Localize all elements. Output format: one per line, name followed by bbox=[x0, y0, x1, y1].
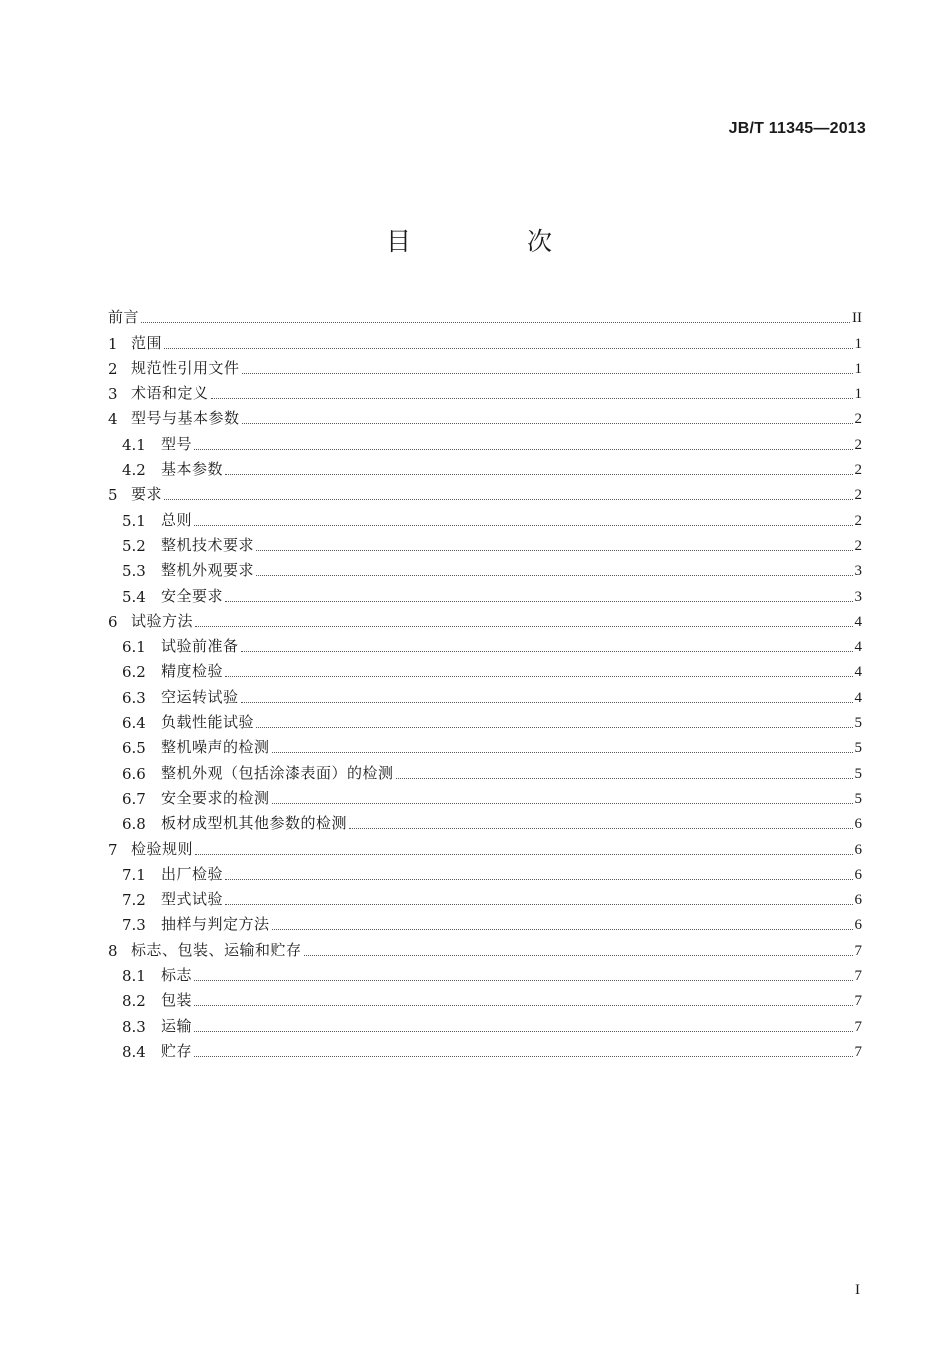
toc-entry-number: 7 bbox=[108, 840, 118, 859]
toc-entry[interactable] bbox=[108, 327, 862, 352]
toc-entry-page: 4 bbox=[854, 689, 862, 706]
toc-entry-page: 1 bbox=[854, 335, 862, 352]
page-number: I bbox=[855, 1282, 860, 1298]
dot-leader bbox=[194, 1031, 852, 1032]
toc-entry-title: 检验规则 bbox=[131, 839, 194, 858]
dot-leader bbox=[272, 752, 853, 753]
toc-entry-number: 8 bbox=[108, 941, 118, 960]
toc-entry-title: 术语和定义 bbox=[131, 384, 209, 403]
toc-entry-title: 整机外观要求 bbox=[161, 561, 255, 580]
toc-entry-page: 6 bbox=[854, 892, 862, 909]
toc-entry-number: 2 bbox=[108, 359, 118, 378]
toc-entry-page: 3 bbox=[854, 563, 862, 580]
dot-leader bbox=[194, 1005, 852, 1006]
toc-entry-number: 5.4 bbox=[122, 587, 146, 606]
toc-entry-number: 8.3 bbox=[122, 1017, 146, 1036]
toc-entry-title: 整机外观（包括涂漆表面）的检测 bbox=[161, 763, 394, 782]
toc-entry-number: 6.7 bbox=[122, 789, 146, 808]
toc-entry[interactable] bbox=[108, 606, 862, 631]
toc-entry[interactable] bbox=[108, 783, 862, 808]
toc-entry-number: 5 bbox=[108, 486, 118, 505]
toc-entry-page: 4 bbox=[854, 664, 862, 681]
toc-entry-page: 2 bbox=[854, 487, 862, 504]
toc-entry[interactable] bbox=[108, 960, 862, 985]
toc-entry-title: 标志 bbox=[161, 966, 193, 985]
toc-entry[interactable] bbox=[108, 757, 862, 782]
dot-leader bbox=[195, 854, 852, 855]
dot-leader bbox=[225, 601, 852, 602]
toc-entry-title: 总则 bbox=[161, 510, 193, 529]
toc-entry-number: 8.4 bbox=[122, 1042, 146, 1061]
dot-leader bbox=[256, 550, 852, 551]
toc-entry[interactable] bbox=[108, 1036, 862, 1061]
dot-leader bbox=[164, 348, 852, 349]
dot-leader bbox=[225, 676, 852, 677]
toc-entry-number: 6.6 bbox=[122, 764, 146, 783]
toc-entry[interactable] bbox=[108, 859, 862, 884]
toc-entry[interactable] bbox=[108, 479, 862, 504]
toc-entry[interactable] bbox=[108, 403, 862, 428]
toc-entry[interactable] bbox=[108, 884, 862, 909]
toc-entry-title: 负载性能试验 bbox=[161, 713, 255, 732]
toc-entry[interactable] bbox=[108, 909, 862, 934]
toc-entry-page: 7 bbox=[854, 968, 862, 985]
toc-entry-number: 7.2 bbox=[122, 891, 146, 910]
toc-entry-number: 6.4 bbox=[122, 714, 146, 733]
toc-entry-page: 5 bbox=[854, 790, 862, 807]
toc-entry[interactable] bbox=[108, 985, 862, 1010]
toc-entry-page: 2 bbox=[854, 411, 862, 428]
toc-entry-title: 试验前准备 bbox=[161, 637, 239, 656]
toc-entry-title: 前言 bbox=[108, 308, 140, 327]
toc-entry-title: 范围 bbox=[131, 333, 163, 352]
toc-entry-title: 空运转试验 bbox=[161, 687, 239, 706]
toc-entry[interactable] bbox=[108, 302, 862, 327]
toc-entry-number: 5.2 bbox=[122, 536, 146, 555]
toc-entry-number: 8.1 bbox=[122, 967, 146, 986]
toc-entry-title: 安全要求的检测 bbox=[161, 788, 270, 807]
toc-entry-number: 6.3 bbox=[122, 688, 146, 707]
toc-entry-number: 4.2 bbox=[122, 461, 146, 480]
dot-leader bbox=[225, 879, 852, 880]
toc-entry-page: 4 bbox=[854, 639, 862, 656]
toc-entry-number: 3 bbox=[108, 385, 118, 404]
dot-leader bbox=[241, 651, 853, 652]
toc-entry-page: 5 bbox=[854, 740, 862, 757]
dot-leader bbox=[194, 525, 852, 526]
dot-leader bbox=[272, 803, 853, 804]
toc-entry-page: 5 bbox=[854, 715, 862, 732]
toc-entry[interactable] bbox=[108, 530, 862, 555]
toc-entry[interactable] bbox=[108, 656, 862, 681]
toc-entry-number: 6.1 bbox=[122, 638, 146, 657]
toc-entry-page: 6 bbox=[854, 816, 862, 833]
toc-entry-number: 6.8 bbox=[122, 815, 146, 834]
toc-entry-page: 5 bbox=[854, 765, 862, 782]
toc-entry-number: 5.1 bbox=[122, 511, 146, 530]
dot-leader bbox=[349, 828, 852, 829]
dot-leader bbox=[194, 449, 852, 450]
dot-leader bbox=[272, 929, 853, 930]
toc-entry-number: 8.2 bbox=[122, 992, 146, 1011]
toc-entry-title: 标志、包装、运输和贮存 bbox=[131, 940, 302, 959]
dot-leader bbox=[256, 575, 852, 576]
dot-leader bbox=[225, 904, 852, 905]
dot-leader bbox=[396, 778, 853, 779]
toc-entry[interactable] bbox=[108, 353, 862, 378]
toc-entry[interactable] bbox=[108, 934, 862, 959]
toc-entry-title: 运输 bbox=[161, 1016, 193, 1035]
toc-entry-number: 4.1 bbox=[122, 435, 146, 454]
toc-entry[interactable] bbox=[108, 378, 862, 403]
toc-entry-title: 板材成型机其他参数的检测 bbox=[161, 814, 348, 833]
toc-entry-title: 型式试验 bbox=[161, 890, 224, 909]
dot-leader bbox=[242, 373, 853, 374]
toc-entry-title: 规范性引用文件 bbox=[131, 358, 240, 377]
toc-entry-page: 7 bbox=[854, 1018, 862, 1035]
toc-entry-page: 3 bbox=[854, 588, 862, 605]
toc-entry-page: 2 bbox=[854, 537, 862, 554]
toc-entry-title: 出厂检验 bbox=[161, 864, 224, 883]
dot-leader bbox=[242, 423, 853, 424]
toc-entry-title: 精度检验 bbox=[161, 662, 224, 681]
toc-entry-title: 试验方法 bbox=[131, 611, 194, 630]
toc-entry-page: 2 bbox=[854, 462, 862, 479]
toc-entry-page: II bbox=[852, 310, 862, 327]
toc-entry-title: 整机噪声的检测 bbox=[161, 738, 270, 757]
toc-entry[interactable] bbox=[108, 428, 862, 453]
toc-entry[interactable] bbox=[108, 732, 862, 757]
toc-entry-title: 型号 bbox=[161, 434, 193, 453]
toc-entry-page: 4 bbox=[854, 613, 862, 630]
toc-entry-title: 整机技术要求 bbox=[161, 535, 255, 554]
page-title: 目 次 bbox=[386, 227, 606, 256]
toc-entry[interactable] bbox=[108, 454, 862, 479]
toc-entry-title: 安全要求 bbox=[161, 586, 224, 605]
toc-entry-title: 要求 bbox=[131, 485, 163, 504]
dot-leader bbox=[304, 955, 853, 956]
dot-leader bbox=[195, 626, 852, 627]
toc-entry-title: 抽样与判定方法 bbox=[161, 915, 270, 934]
toc-entry-number: 7.3 bbox=[122, 916, 146, 935]
toc-entry-title: 包装 bbox=[161, 991, 193, 1010]
dot-leader bbox=[256, 727, 852, 728]
toc-entry[interactable] bbox=[108, 1010, 862, 1035]
toc-entry[interactable] bbox=[108, 707, 862, 732]
dot-leader bbox=[194, 1056, 852, 1057]
toc-entry-page: 1 bbox=[854, 360, 862, 377]
toc-entry-page: 7 bbox=[854, 993, 862, 1010]
dot-leader bbox=[241, 702, 853, 703]
toc-entry-number: 7.1 bbox=[122, 865, 146, 884]
toc-entry-title: 贮存 bbox=[161, 1041, 193, 1060]
toc-entry-page: 1 bbox=[854, 386, 862, 403]
toc-entry-number: 6.5 bbox=[122, 739, 146, 758]
toc-entry[interactable] bbox=[108, 580, 862, 605]
toc-entry-number: 6.2 bbox=[122, 663, 146, 682]
toc-entry-page: 7 bbox=[854, 942, 862, 959]
dot-leader bbox=[211, 398, 853, 399]
toc-entry-number: 1 bbox=[108, 334, 118, 353]
toc-entry-page: 6 bbox=[854, 841, 862, 858]
toc-entry-page: 7 bbox=[854, 1043, 862, 1060]
toc-entry[interactable] bbox=[108, 833, 862, 858]
toc-entry[interactable] bbox=[108, 631, 862, 656]
dot-leader bbox=[225, 474, 852, 475]
toc-entry[interactable] bbox=[108, 555, 862, 580]
toc-entry-number: 5.3 bbox=[122, 562, 146, 581]
toc-entry-page: 2 bbox=[854, 512, 862, 529]
toc-entry-page: 6 bbox=[854, 866, 862, 883]
toc-entry-title: 基本参数 bbox=[161, 460, 224, 479]
toc-entry-number: 6 bbox=[108, 612, 118, 631]
standard-code: JB/T 11345—2013 bbox=[728, 120, 866, 137]
toc-entry[interactable] bbox=[108, 504, 862, 529]
toc-entry-title: 型号与基本参数 bbox=[131, 409, 240, 428]
table-of-contents bbox=[108, 302, 862, 1061]
toc-entry-number: 4 bbox=[108, 410, 118, 429]
toc-entry-page: 6 bbox=[854, 917, 862, 934]
toc-entry-page: 2 bbox=[854, 436, 862, 453]
dot-leader bbox=[141, 322, 850, 323]
dot-leader bbox=[194, 980, 852, 981]
dot-leader bbox=[164, 499, 852, 500]
toc-entry[interactable] bbox=[108, 808, 862, 833]
toc-entry[interactable] bbox=[108, 681, 862, 706]
